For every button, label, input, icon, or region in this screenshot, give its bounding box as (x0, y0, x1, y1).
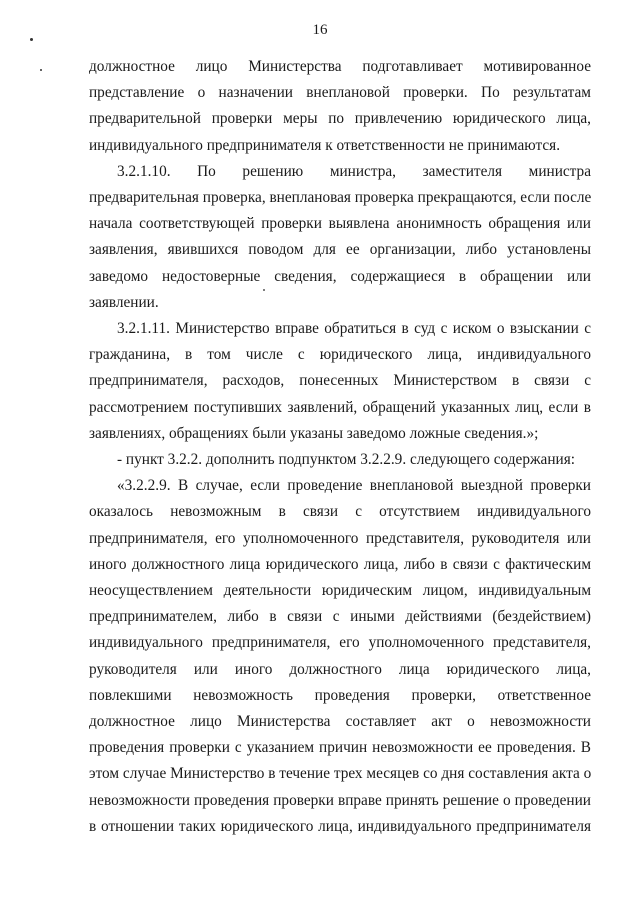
text-line: в отношении таких юридического лица, индивидуального предпринимателя (89, 817, 591, 835)
text-line: заявления, явившихся поводом для ее организации, либо установлены (89, 241, 591, 259)
document-body (89, 54, 591, 840)
text-line: представление о назначении внеплановой проверки. По результатам (89, 84, 591, 102)
text-line: заведомо недостоверные сведения, содержащиеся в обращении или (89, 267, 591, 285)
paragraph-3-2-1-10 (89, 159, 591, 316)
text-line: повлекшими невозможность проведения проверки, ответственное (89, 686, 591, 704)
text-line: должностное лицо Министерства подготавливает мотивированное (89, 58, 591, 75)
text-line: заявлениях, обращениях были указаны заведомо ложные сведения.»; (89, 424, 539, 442)
text-line: гражданина, в том числе с юридического лица, индивидуального (89, 346, 591, 364)
text-line: 3.2.1.11. Министерство вправе обратиться в суд с иском о взыскании с (117, 320, 591, 338)
text-line: предпринимателем, либо в связи с иными действиями (бездействием) (89, 608, 591, 626)
text-line: рассмотрением поступивших заявлений, обращений указанных лиц, если в (89, 398, 591, 416)
paragraph-3-2-1-11 (89, 316, 591, 447)
text-line: предварительной проверки меры по привлечению юридического лица, (89, 110, 591, 128)
text-line: предпринимателя, его уполномоченного представителя, руководителя или (89, 529, 591, 547)
text-line: индивидуального предпринимателя к ответственности не принимаются. (89, 136, 561, 154)
text-line: индивидуального предпринимателя, его уполномоченного представителя, (89, 634, 591, 652)
text-line: этом случае Министерство в течение трех месяцев со дня составления акта о (89, 765, 592, 783)
text-line: неосуществлением деятельности юридическим лицом, индивидуальным (89, 582, 591, 600)
paragraph-amendment-intro (89, 447, 591, 473)
text-line: 3.2.1.10. По решению министра, заместителя министра (117, 162, 591, 180)
text-line: проведения проверки с указанием причин невозможности ее проведения. В (89, 739, 591, 757)
paragraph-3-2-2-9 (89, 473, 591, 840)
scan-speck (40, 69, 42, 71)
text-line: невозможности проведения проверки вправе принять решение о проведении (89, 791, 591, 809)
paragraph-continuation (89, 54, 591, 159)
text-line: предварительная проверка, внеплановая проверка прекращаются, если после (89, 189, 592, 207)
text-line: «3.2.2.9. В случае, если проведение внеплановой выездной проверки (117, 477, 591, 495)
text-line: оказалось невозможным в связи с отсутствием индивидуального (89, 503, 591, 521)
text-line: - пункт 3.2.2. дополнить подпунктом 3.2.2.9. следующего содержания: (117, 451, 576, 469)
text-line: начала соответствующей проверки выявлена анонимность обращения или (89, 215, 591, 233)
text-line: заявлении. (89, 293, 159, 311)
page-number: 16 (312, 22, 328, 38)
text-line: руководителя или иного должностного лица юридического лица, (89, 660, 591, 678)
text-line: должностное лицо Министерства составляет акт о невозможности (89, 713, 591, 731)
scan-speck (30, 38, 33, 41)
text-line: предпринимателя, расходов, понесенных Министерством в связи с (89, 372, 591, 390)
text-line: иного должностного лица юридического лица, либо в связи с фактическим (89, 555, 591, 573)
